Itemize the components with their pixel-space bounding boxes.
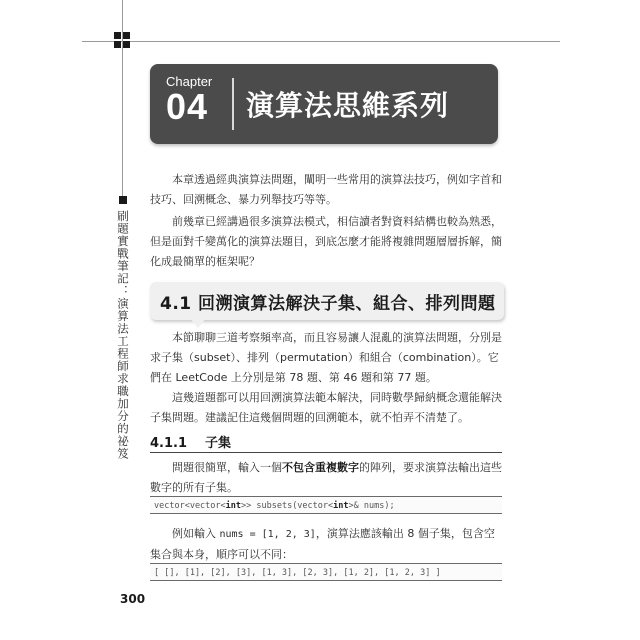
subsection-p1-text-b: 的陣列，要求演算法輸出這些數字的所有子集。 [150,461,502,494]
chapter-word: Chapter [166,74,213,89]
intro-paragraph-2: 前幾章已經講過很多演算法模式，相信讀者對資料結構也較為熟悉，但是面對千變萬化的演算法題目，到底怎麼才能將複雜問題層層拆解，簡化成最簡單的框架呢？ [150,215,502,268]
code1-part-a: vector<vector< [154,501,226,511]
code1-part-b: >> subsets(vector< [241,501,334,511]
subsection-p1-bold: 不包含重複數字 [282,461,359,474]
section-paragraph-1: 本節聊聊三道考察頻率高，而且容易讓人混亂的演算法問題，分別是求子集（subset）、排列（permutation）和組合（combination）。它們在 LeetCode 上分別是第 78 題、第 46 題和第 77 題。 [150,331,502,384]
page-number: 300 [120,592,146,606]
subsection-p2-code: nums = [1, 2, 3] [219,529,316,540]
section-header [150,282,504,320]
code-output-box: [ [], [1], [2], [3], [1, 3], [2, 3], [1, 2], [1, 2, 3] ] [150,563,502,581]
subsection-p2-text-b: ，演算法應該輸出 8 個子集，包含空集合與本身，順序可以不同： [150,527,495,561]
chapter-banner [150,64,498,144]
side-book-title: 刷題實戰筆記：演算法工程師求職加分的祕笈 [116,210,130,460]
subsection-rule [150,452,502,453]
side-mark-icon [119,196,127,204]
code1-part-c: >& nums); [348,501,395,511]
chapter-divider [232,78,234,130]
subsection-p2-text-a: 例如輸入 [172,527,220,540]
subsection-paragraph-2 [150,524,502,565]
vertical-rule [122,0,123,196]
code1-keyword-2: int [333,501,349,511]
subsection-p1-text-a: 問題很簡單，輸入一個 [172,461,282,474]
section-title: 4.1 回溯演算法解決子集、組合、排列問題 [160,294,496,314]
corner-mark-icon [114,32,132,50]
code-signature-box [150,496,502,514]
chapter-title: 演算法思維系列 [246,89,450,122]
subsection-heading [150,432,231,451]
chapter-number: 04 [166,86,209,127]
section-paragraph-2: 這幾道題都可以用回溯演算法範本解決，同時數學歸納概念還能解決子集問題。建議記住這幾個問題的回溯範本，就不怕弄不清楚了。 [150,391,502,424]
subsection-title: 子集 [205,436,232,451]
intro-paragraph-1: 本章透過經典演算法問題，闡明一些常用的演算法技巧，例如字首和技巧、回溯概念、暴力列舉技巧等等。 [150,173,502,206]
subsection-paragraph-1 [150,458,502,498]
top-rule [82,41,560,42]
section-header-tail [190,318,206,328]
code1-keyword-1: int [225,501,242,511]
subsection-number: 4.1.1 [150,436,188,451]
